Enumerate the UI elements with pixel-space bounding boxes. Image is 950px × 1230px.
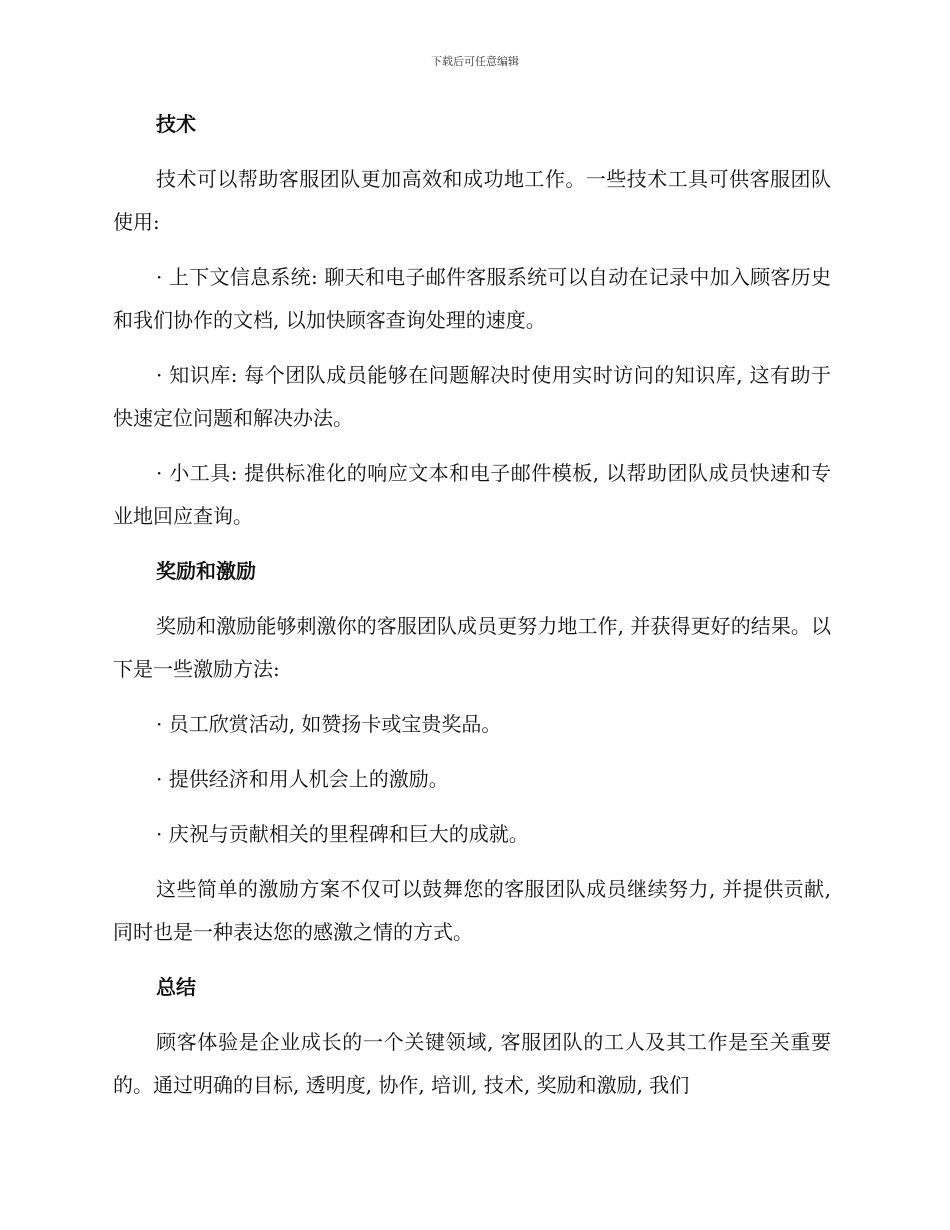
list-item: · 庆祝与贡献相关的里程碑和巨大的成就。 [156,822,529,846]
list-item: · 知识库: 每个团队成员能够在问题解决时使用实时访问的知识库, 这有助于快速定位问题和解决办法。 [113,363,831,430]
section-heading-technology: 技术 [156,112,196,136]
paragraph: 这些简单的激励方案不仅可以鼓舞您的客服团队成员继续努力, 并提供贡献, 同时也是一种表达您的感激之情的方式。 [113,877,831,944]
list-item: · 提供经济和用人机会上的激励。 [156,767,449,791]
paragraph: 顾客体验是企业成长的一个关键领域, 客服团队的工人及其工作是至关重要的。通过明确的目标, 透明度, 协作, 培训, 技术, 奖励和激励, 我们 [113,1030,831,1097]
list-item: · 小工具: 提供标准化的响应文本和电子邮件模板, 以帮助团队成员快速和专业地回应查询。 [113,461,831,528]
list-item: · 员工欣赏活动, 如赞扬卡或宝贵奖品。 [156,712,502,736]
page-header: 下载后可任意编辑 [431,55,519,68]
paragraph: 奖励和激励能够刺激你的客服团队成员更努力地工作, 并获得更好的结果。以下是一些激励方法: [113,614,831,681]
paragraph: 技术可以帮助客服团队更加高效和成功地工作。一些技术工具可供客服团队使用: [113,167,831,234]
document-body [113,103,831,1119]
section-heading-summary: 总结 [156,975,196,999]
list-item: · 上下文信息系统: 聊天和电子邮件客服系统可以自动在记录中加入顾客历史和我们协作的文档, 以加快顾客查询处理的速度。 [113,265,831,332]
section-heading-rewards: 奖励和激励 [156,559,256,583]
